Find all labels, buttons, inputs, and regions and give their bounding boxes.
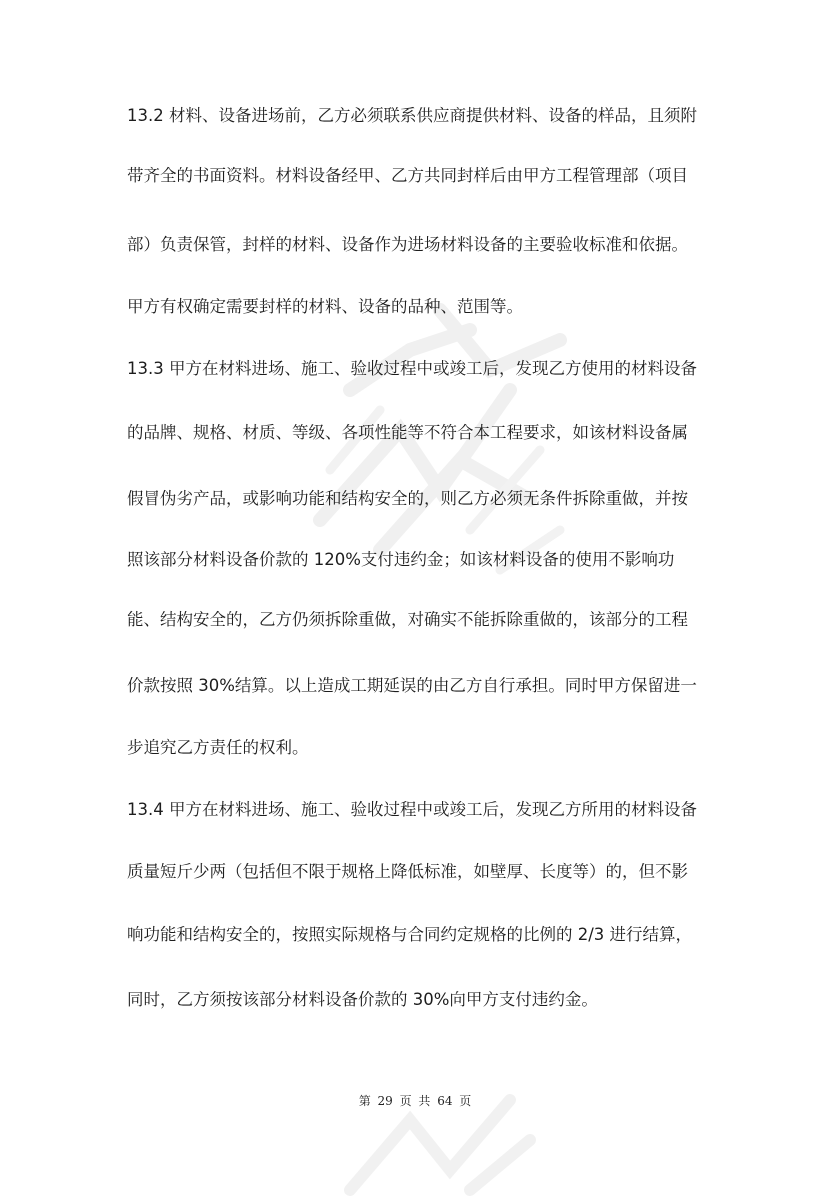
body-text-line: 步追究乙方责任的权利。	[127, 738, 309, 757]
body-text-line: 的品牌、规格、材质、等级、各项性能等不符合本工程要求，如该材料设备属	[127, 423, 688, 442]
body-text-line: 价款按照 30%结算。以上造成工期延误的由乙方自行承担。同时甲方保留进一	[127, 676, 697, 695]
body-text-line: 部）负责保管，封样的材料、设备作为进场材料设备的主要验收标准和依据。	[127, 235, 688, 254]
body-text-line: 质量短斤少两（包括但不限于规格上降低标准，如壁厚、长度等）的，但不影	[127, 862, 688, 881]
body-text-line: 13.4 甲方在材料进场、施工、验收过程中或竣工后，发现乙方所用的材料设备	[127, 800, 697, 819]
page-number-footer: 第 29 页 共 64 页	[358, 1094, 472, 1108]
body-text-line: 能、结构安全的，乙方仍须拆除重做，对确实不能拆除重做的，该部分的工程	[127, 610, 688, 629]
body-text-line: 带齐全的书面资料。材料设备经甲、乙方共同封样后由甲方工程管理部（项目	[127, 166, 688, 185]
body-text-line: 响功能和结构安全的，按照实际规格与合同约定规格的比例的 2/3 进行结算，	[127, 925, 693, 944]
body-text-line: 假冒伪劣产品，或影响功能和结构安全的，则乙方必须无条件拆除重做，并按	[127, 489, 688, 508]
body-text-line: 照该部分材料设备价款的 120%支付违约金；如该材料设备的使用不影响功	[127, 550, 675, 569]
body-text-line: 甲方有权确定需要封样的材料、设备的品种、范围等。	[127, 297, 523, 316]
body-text-line: 同时，乙方须按该部分材料设备价款的 30%向甲方支付违约金。	[127, 990, 598, 1009]
body-text-line: 13.2 材料、设备进场前，乙方必须联系供应商提供材料、设备的样品，且须附	[127, 106, 697, 125]
body-text-line: 13.3 甲方在材料进场、施工、验收过程中或竣工后，发现乙方使用的材料设备	[127, 359, 697, 378]
